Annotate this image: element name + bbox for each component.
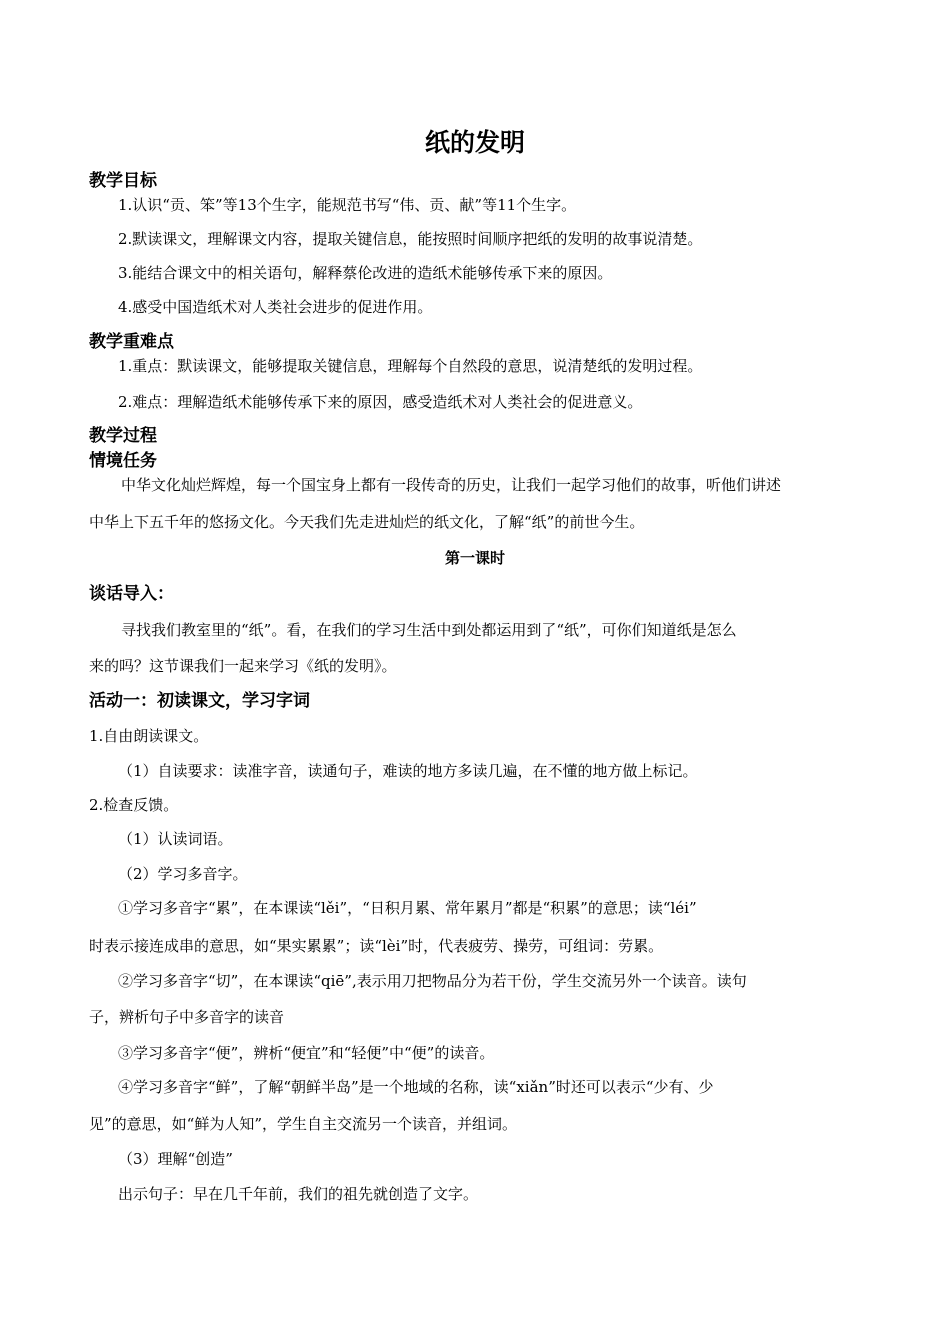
polyphone-lei-line-2: 时表示接连成串的意思，如“果实累累”；读“lèi”时，代表疲劳、操劳，可组词：劳累。 — [89, 937, 664, 955]
step-2-c: （3）理解“创造” — [118, 1150, 233, 1168]
step-2-b: （2）学习多音字。 — [118, 865, 248, 883]
intro-line-2: 来的吗？这节课我们一起来学习《纸的发明》。 — [89, 657, 397, 675]
example-sentence: 出示句子：早在几千年前，我们的祖先就创造了文字。 — [118, 1185, 479, 1203]
activity-one-heading: 活动一：初读课文，学习字词 — [89, 691, 310, 711]
polyphone-lei-line-1: ①学习多音字“累”，在本课读“lěi”，“日积月累、常年累月”都是“积累”的意思；读“léi” — [118, 899, 697, 917]
step-2: 2.检查反馈。 — [89, 796, 179, 814]
step-1-requirement: （1）自读要求：读准字音，读通句子，难读的地方多读几遍，在不懂的地方做上标记。 — [118, 762, 698, 780]
polyphone-bian: ③学习多音字“便”，辨析“便宜”和“轻便”中“便”的读音。 — [118, 1044, 495, 1062]
objective-item-3: 3.能结合课文中的相关语句，解释蔡伦改进的造纸术能够传承下来的原因。 — [118, 264, 613, 282]
key-point-item-1: 1.重点：默读课文，能够提取关键信息，理解每个自然段的意思，说清楚纸的发明过程。 — [118, 357, 703, 375]
process-heading: 教学过程 — [89, 426, 157, 446]
document-title: 纸的发明 — [424, 128, 525, 157]
step-2-a: （1）认读词语。 — [118, 830, 233, 848]
polyphone-qie-line-2: 子，辨析句子中多音字的读音 — [89, 1008, 285, 1026]
objectives-heading: 教学目标 — [89, 171, 157, 191]
intro-line-1: 寻找我们教室里的“纸”。看，在我们的学习生活中到处都运用到了“纸”，可你们知道纸是怎么 — [121, 621, 737, 639]
situation-line-2: 中华上下五千年的悠扬文化。今天我们先走进灿烂的纸文化，了解“纸”的前世今生。 — [89, 513, 645, 531]
objective-item-1: 1.认识“贡、笨”等13个生字，能规范书写“伟、贡、献”等11个生字。 — [118, 196, 577, 214]
polyphone-xian-line-1: ④学习多音字“鲜”，了解“朝鲜半岛”是一个地域的名称，读“xiǎn”时还可以表示“少有、少 — [118, 1078, 714, 1096]
key-points-heading: 教学重难点 — [89, 332, 174, 352]
polyphone-qie-line-1: ②学习多音字“切”，在本课读“qiē”,表示用刀把物品分为若干份，学生交流另外一个读音。读句 — [118, 972, 747, 990]
polyphone-xian-line-2: 见”的意思，如“鲜为人知”，学生自主交流另一个读音，并组词。 — [89, 1115, 518, 1133]
objective-item-4: 4.感受中国造纸术对人类社会进步的促进作用。 — [118, 298, 433, 316]
situation-line-1: 中华文化灿烂辉煌，每一个国宝身上都有一段传奇的历史，让我们一起学习他们的故事，听他们讲述 — [121, 476, 782, 494]
intro-heading: 谈话导入： — [89, 584, 174, 604]
situation-heading: 情境任务 — [89, 451, 157, 471]
objective-item-2: 2.默读课文，理解课文内容，提取关键信息，能按照时间顺序把纸的发明的故事说清楚。 — [118, 230, 703, 248]
lesson-one-heading: 第一课时 — [444, 549, 505, 567]
key-point-item-2: 2.难点：理解造纸术能够传承下来的原因，感受造纸术对人类社会的促进意义。 — [118, 393, 643, 411]
step-1: 1.自由朗读课文。 — [89, 727, 209, 745]
